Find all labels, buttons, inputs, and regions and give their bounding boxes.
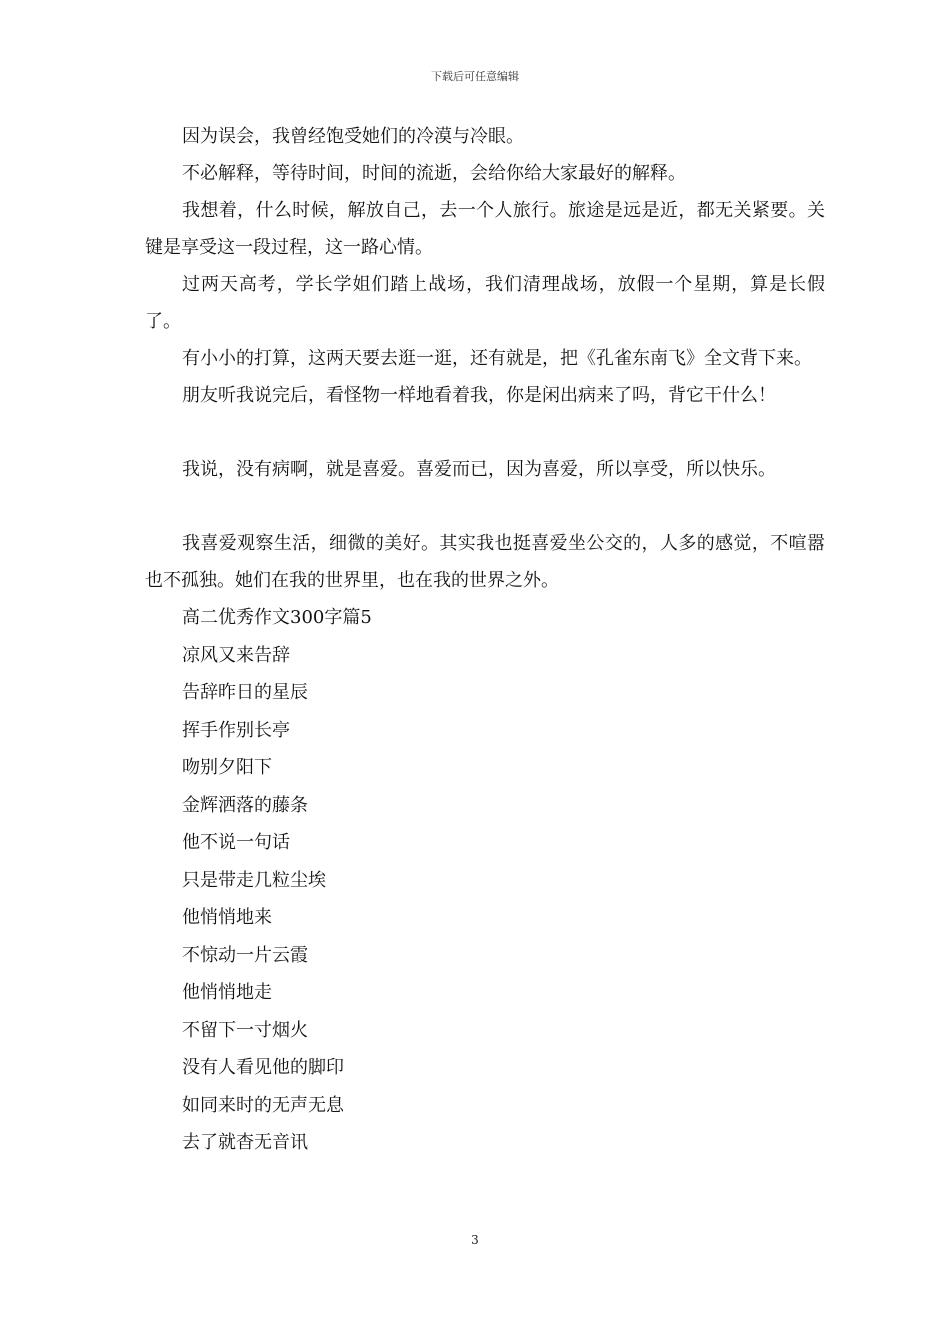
poem-line: 他悄悄地来 — [182, 907, 272, 928]
paragraph: 不必解释，等待时间，时间的流逝，会给你给大家最好的解释。 — [182, 163, 686, 184]
poem-line: 没有人看见他的脚印 — [182, 1057, 344, 1078]
poem-line: 凉风又来告辞 — [182, 644, 290, 666]
paragraph: 过两天高考，学长学姐们踏上战场，我们清理战场，放假一个星期，算是长假了。 — [145, 274, 825, 332]
document-body — [145, 118, 825, 1162]
poem-line: 不留下一寸烟火 — [182, 1019, 308, 1041]
page-number: 3 — [471, 1233, 479, 1247]
poem-line: 吻别夕阳下 — [182, 757, 272, 778]
paragraph: 我说，没有病啊，就是喜爱。喜爱而已，因为喜爱，所以享受，所以快乐。 — [182, 459, 776, 480]
poem-line: 他不说一句话 — [182, 832, 290, 853]
paragraph: 因为误会，我曾经饱受她们的冷漠与冷眼。 — [182, 126, 524, 147]
poem-line: 金辉洒落的藤条 — [182, 794, 308, 816]
poem-line: 挥手作别长亭 — [182, 719, 290, 741]
poem-line: 不惊动一片云霞 — [182, 944, 308, 966]
poem-line: 如同来时的无声无息 — [182, 1094, 344, 1116]
section-title: 高二优秀作文300字篇5 — [182, 607, 372, 628]
paragraph: 我喜爱观察生活，细微的美好。其实我也挺喜爱坐公交的，人多的感觉，不喧嚣也不孤独。她们在我的世界里，也在我的世界之外。 — [145, 533, 825, 591]
poem-line: 只是带走几粒尘埃 — [182, 869, 326, 891]
poem — [145, 637, 825, 1162]
page-header: 下载后可任意编辑 — [431, 70, 519, 83]
paragraph: 朋友听我说完后，看怪物一样地看着我，你是闲出病来了吗，背它干什么！ — [182, 385, 776, 406]
poem-line: 他悄悄地走 — [182, 982, 272, 1003]
paragraph: 我想着，什么时候，解放自己，去一个人旅行。旅途是远是近，都无关紧要。关键是享受这一段过程，这一路心情。 — [145, 200, 825, 258]
paragraph: 有小小的打算，这两天要去逛一逛，还有就是，把《孔雀东南飞》全文背下来。 — [182, 348, 812, 369]
poem-line: 告辞昨日的星辰 — [182, 682, 308, 703]
poem-line: 去了就杳无音讯 — [182, 1132, 308, 1153]
